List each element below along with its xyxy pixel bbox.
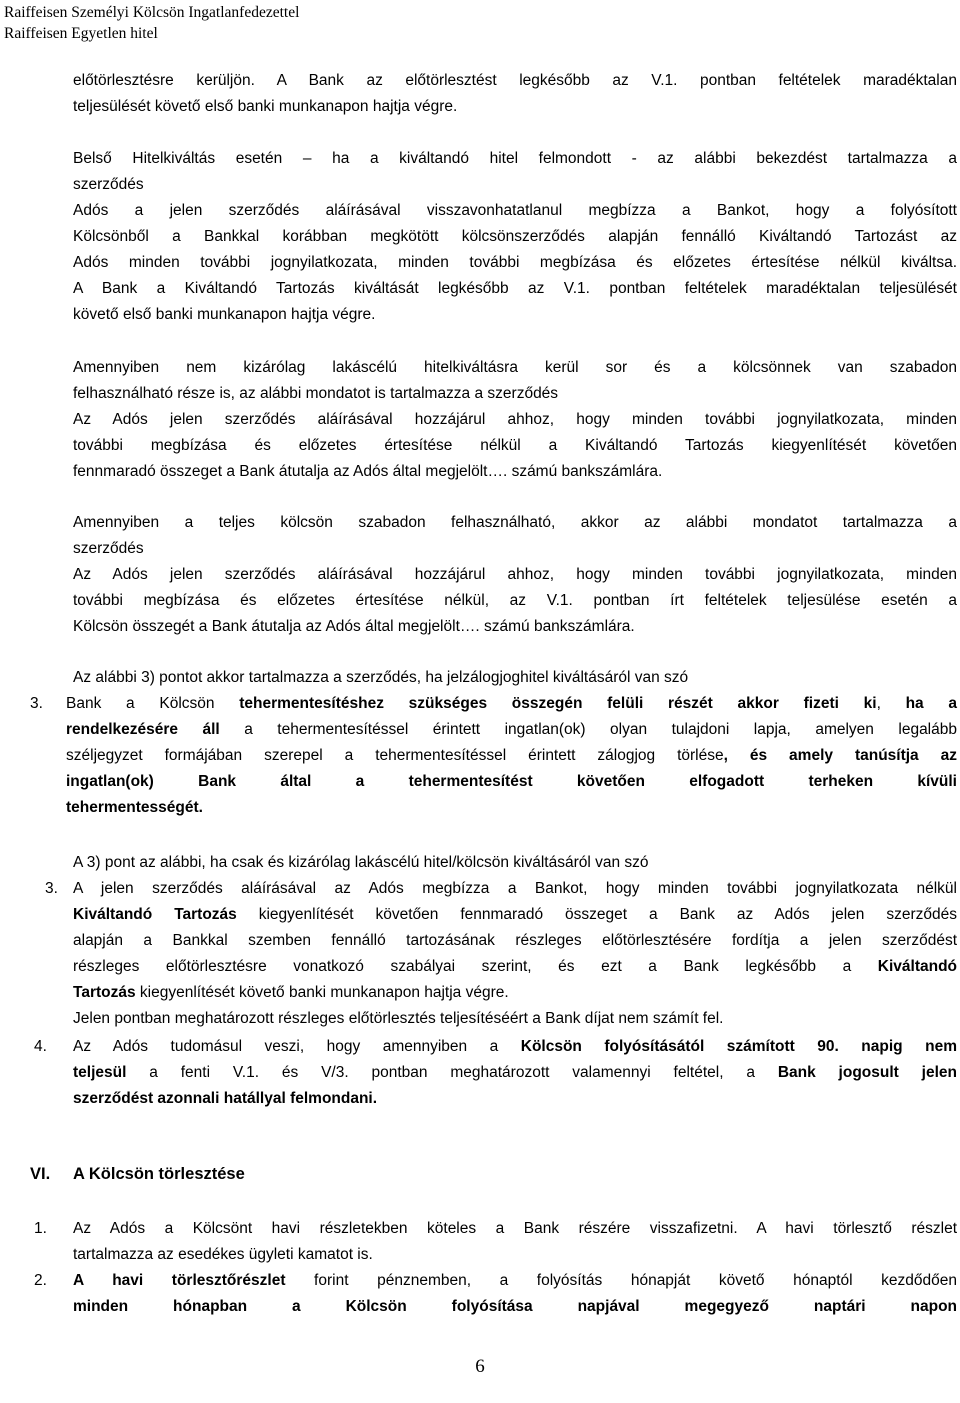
text-line: Az Adós jelen szerződés aláírásával hozzájárul ahhoz, hogy minden további jognyilatkozata, minden (73, 566, 957, 583)
text-line: A havi törlesztőrészlet forint pénznemben, a folyósítás hónapját követő hónaptól kezdődően (73, 1272, 957, 1289)
paragraph-continuation (73, 68, 957, 120)
s6-item-1 (73, 1216, 957, 1268)
item-3-intro: Az alábbi 3) pontot akkor tartalmazza a szerződés, ha jelzálogjoghitel kiváltásáról van szó (73, 669, 689, 686)
text-line: Az Adós jelen szerződés aláírásával hozzájárul ahhoz, hogy minden további jognyilatkozata, minden (73, 411, 957, 428)
item-3b-intro: A 3) pont az alábbi, ha csak és kizárólag lakáscélú hitel/kölcsön kiváltásáról van szó (73, 854, 649, 871)
item-4 (73, 1034, 957, 1112)
header-line-2: Raiffeisen Egyetlen hitel (4, 25, 158, 42)
paragraph-belso-hitelkivaltas (73, 146, 957, 328)
text-line: előtörlesztésre kerüljön. A Bank az előtörlesztést legkésőbb az V.1. pontban feltételek maradéktalan (73, 72, 957, 89)
text-line: Az Adós tudomásul veszi, hogy amennyiben a Kölcsön folyósításától számított 90. napig nem (73, 1038, 957, 1055)
s6-item-2-number: 2. (34, 1272, 47, 1289)
text-line: tartalmazza az esedékes ügyleti kamatot is. (73, 1246, 373, 1263)
paragraph-amennyiben-teljes (73, 510, 957, 640)
text-line: Adós minden további jognyilatkozata, minden további megbízása és előzetes értesítése nélkül kiváltsa. (73, 254, 957, 271)
text-line: Bank a Kölcsön tehermentesítéshez szükséges összegén felüli részét akkor fizeti ki, ha a (66, 695, 958, 712)
text-line: további megbízása és előzetes értesítése nélkül a Kiváltandó Tartozás kiegyenlítését követően (73, 437, 957, 454)
text-line: felhasználható része is, az alábbi mondatot is tartalmazza a szerződés (73, 385, 559, 402)
paragraph-amennyiben-reszben (73, 355, 957, 485)
text-line: fennmaradó összeget a Bank átutalja az Adós által megjelölt…. számú bankszámlára. (73, 463, 663, 480)
text-line: teljesül a fenti V.1. és V/3. pontban meghatározott valamennyi feltétel, a Bank jogosult jelen (73, 1064, 957, 1081)
text-line: ingatlan(ok) Bank által a tehermentesítést követően elfogadott terheken kívüli (66, 773, 957, 790)
text-line: Kölcsönből a Bankkal korábban megkötött kölcsönszerződés alapján fennálló Kiváltandó Tartozást az (73, 228, 957, 245)
text-line: Belső Hitelkiváltás esetén – ha a kiváltandó hitel felmondott - az alábbi bekezdést tartalmazza a (73, 150, 957, 167)
page-number: 6 (475, 1356, 485, 1377)
text-line: Amennyiben a teljes kölcsön szabadon felhasználható, akkor az alábbi mondatot tartalmazza a (73, 514, 957, 531)
text-line: követő első banki munkanapon hajtja végre. (73, 306, 376, 323)
text-line: A jelen szerződés aláírásával az Adós megbízza a Bankot, hogy minden további jognyilatkozata nélkül (73, 880, 957, 897)
text-line: Jelen pontban meghatározott részleges előtörlesztés teljesítéséért a Bank díjat nem számít fel. (73, 1010, 724, 1027)
item-4-number: 4. (34, 1038, 47, 1055)
text-line: teljesülését követő első banki munkanapon hajtja végre. (73, 98, 458, 115)
s6-item-2 (73, 1268, 957, 1320)
text-line: Kölcsön összegét a Bank átutalja az Adós által megjelölt…. számú bankszámlára. (73, 618, 635, 635)
text-line: szerződés (73, 176, 144, 193)
text-line: szerződést azonnali hatállyal felmondani. (73, 1090, 378, 1107)
item-3-jelzalog (66, 691, 957, 821)
text-line: Kiváltandó Tartozás kiegyenlítését követően fennmaradó összeget a Bank az Adós jelen szerződés (73, 906, 957, 923)
document-header (4, 2, 299, 44)
text-line: Adós a jelen szerződés aláírásával visszavonhatatlanul megbízza a Bankot, hogy a folyósított (73, 202, 957, 219)
s6-item-1-number: 1. (34, 1220, 47, 1237)
section-title: A Kölcsön törlesztése (73, 1165, 245, 1183)
text-line: Amennyiben nem kizárólag lakáscélú hitelkiváltásra kerül sor és a kölcsönnek van szabadon (73, 359, 957, 376)
item-3b-number: 3. (45, 880, 58, 897)
header-line-1: Raiffeisen Személyi Kölcsön Ingatlanfedezettel (4, 4, 300, 21)
item-3b-lakascelu (73, 876, 957, 1032)
text-line: további megbízása és előzetes értesítése nélkül, az V.1. pontban írt feltételek teljesülése esetén a (73, 592, 957, 609)
text-line: széljegyzet formájában szerepel a tehermentesítéssel érintett zálogjog törlése, és amely tanúsítja az (66, 747, 957, 764)
text-line: minden hónapban a Kölcsön folyósítása napjával megegyező naptári napon (73, 1298, 957, 1315)
text-line: szerződés (73, 540, 144, 557)
text-line: A Bank a Kiváltandó Tartozás kiváltását legkésőbb az V.1. pontban feltételek maradéktalan teljesülését (73, 280, 957, 297)
text-line: rendelkezésére áll a tehermentesítéssel érintett ingatlan(ok) olyan tulajdoni lapja, amelyen legalább (66, 721, 957, 738)
text-line: Tartozás kiegyenlítését követő banki munkanapon hajtja végre. (73, 984, 509, 1001)
item-3-number: 3. (30, 695, 43, 712)
text-line: tehermentességét. (66, 799, 203, 816)
text-line: alapján a Bankkal szemben fennálló tartozásának részleges előtörlesztésére fordítja a jelen szerződést (73, 932, 957, 949)
section-number: VI. (30, 1165, 51, 1183)
text-line: részleges előtörlesztésre vonatkozó szabályai szerint, és ezt a Bank legkésőbb a Kiváltandó (73, 958, 957, 975)
text-line: Az Adós a Kölcsönt havi részletekben köteles a Bank részére visszafizetni. A havi törlesztő részlet (73, 1220, 957, 1237)
